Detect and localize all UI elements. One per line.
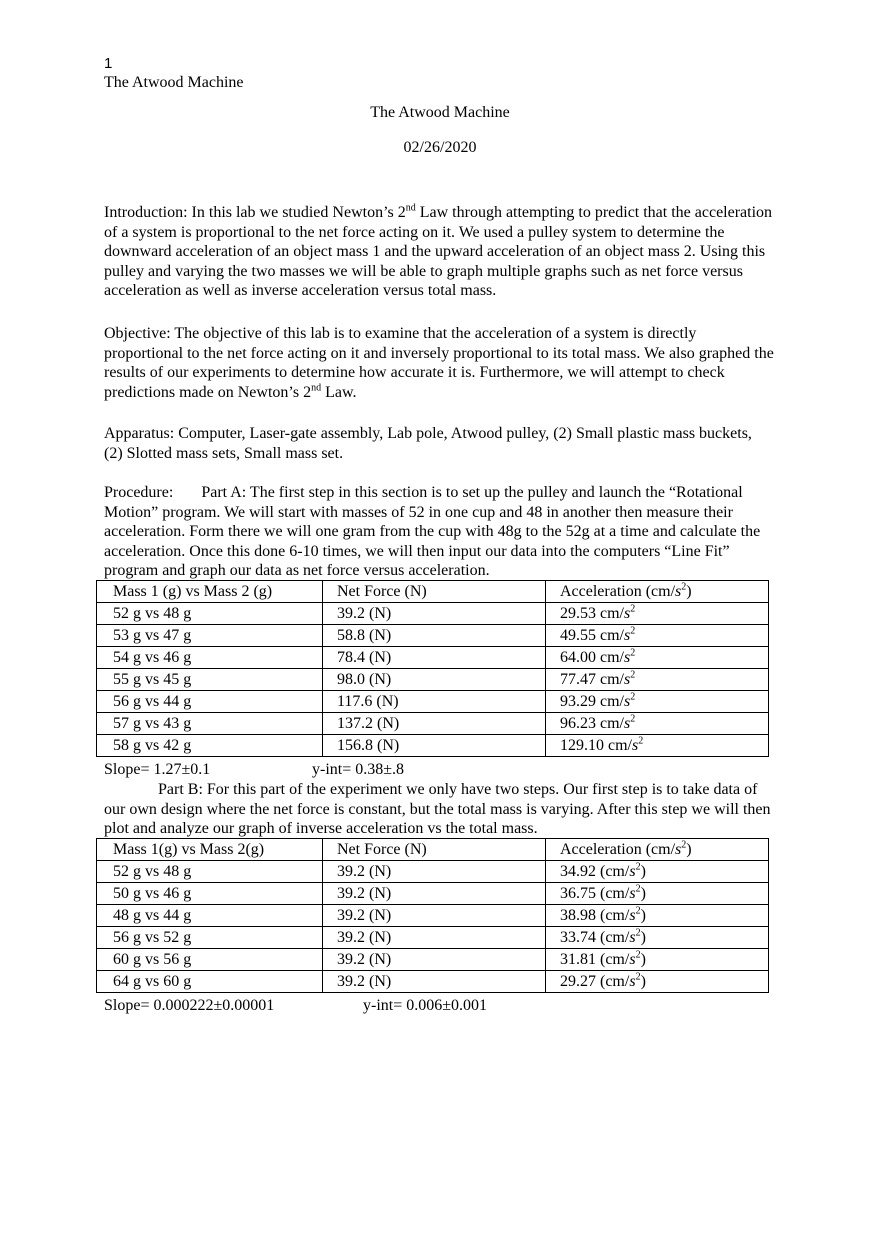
part-b-text: Part B: For this part of the experiment we only have two steps. Our first step is to take data of our own design where the net force is constant, but the total mass is varying. After this step we will then plot and analyze our graph of inverse acceleration vs the total mass. bbox=[104, 781, 771, 838]
procedure-part-b bbox=[104, 780, 774, 839]
ordinal-suffix: nd bbox=[405, 202, 416, 214]
table-row: 60 g vs 56 g 39.2 (N) 31.81 $(cm/s^2)$ bbox=[97, 949, 769, 971]
introduction-text: Introduction: In this lab we studied Newton’s 2 bbox=[104, 204, 406, 221]
header-mass: Mass 1(g) vs Mass 2(g) bbox=[97, 839, 323, 861]
header-net-force: Net Force (N) bbox=[323, 581, 546, 603]
yint-part-b: y-int= 0.006±0.001 bbox=[363, 997, 488, 1014]
header-net-force: Net Force (N) bbox=[323, 839, 546, 861]
running-title: The Atwood Machine bbox=[104, 74, 244, 91]
header-acceleration: Acceleration $(cm/s^2)$ bbox=[546, 839, 769, 861]
apparatus-paragraph: Apparatus: Computer, Laser-gate assembly, Lab pole, Atwood pulley, (2) Small plastic mass buckets, (2) Slotted mass sets, Small mass set. bbox=[104, 425, 752, 462]
yint-part-a: y-int= 0.38±.8 bbox=[312, 761, 405, 778]
header-acceleration: Acceleration $(cm/s^2)$ bbox=[546, 581, 769, 603]
document-title: The Atwood Machine bbox=[370, 104, 510, 121]
page-number: 1 bbox=[104, 55, 113, 72]
objective-paragraph bbox=[104, 324, 774, 402]
table-row: 53 g vs 47 g 58.8 (N) 49.55 $cm/s^2$ bbox=[97, 625, 769, 647]
slope-part-b: Slope= 0.000222±0.00001 bbox=[104, 997, 275, 1014]
ordinal-suffix: nd bbox=[311, 382, 322, 394]
document-date: 02/26/2020 bbox=[403, 139, 477, 156]
table-row: 52 g vs 48 g 39.2 (N) 34.92 $(cm/s^2)$ bbox=[97, 861, 769, 883]
table-header-row bbox=[97, 581, 769, 603]
objective-text-cont: Law. bbox=[321, 383, 357, 401]
objective-text: Objective: The objective of this lab is to examine that the acceleration of a system is directly proportional to the net force acting on it and inversely proportional to its total mass. We also graphed the results of our experiments to determine how accurate it is. Furthermore, we will attempt to check predictions made on Newton’s 2 bbox=[104, 325, 774, 401]
table-row: 56 g vs 52 g 39.2 (N) 33.74 $(cm/s^2)$ bbox=[97, 927, 769, 949]
procedure-label: Procedure: bbox=[104, 484, 174, 501]
table-row: 58 g vs 42 g 156.8 (N) 129.10 $cm/s^2$ bbox=[97, 735, 769, 757]
table-part-b bbox=[96, 838, 769, 993]
table-row: 64 g vs 60 g 39.2 (N) 29.27 $(cm/s^2)$ bbox=[97, 971, 769, 993]
table-part-a bbox=[96, 580, 769, 757]
table-row: 56 g vs 44 g 117.6 (N) 93.29 $cm/s^2$ bbox=[97, 691, 769, 713]
table-row: 50 g vs 46 g 39.2 (N) 36.75 $(cm/s^2)$ bbox=[97, 883, 769, 905]
slope-part-a: Slope= 1.27±0.1 bbox=[104, 761, 211, 778]
table-row: 57 g vs 43 g 137.2 (N) 96.23 $cm/s^2$ bbox=[97, 713, 769, 735]
table-header-row bbox=[97, 839, 769, 861]
table-row: 48 g vs 44 g 39.2 (N) 38.98 $(cm/s^2)$ bbox=[97, 905, 769, 927]
header-mass: Mass 1 (g) vs Mass 2 (g) bbox=[97, 581, 323, 603]
table-row: 54 g vs 46 g 78.4 (N) 64.00 $cm/s^2$ bbox=[97, 647, 769, 669]
table-row: 52 g vs 48 g 39.2 (N) 29.53 $cm/s^2$ bbox=[97, 603, 769, 625]
part-a-text: Part A: The first step in this section is to set up the pulley and launch the “Rotational Motion” program. We will start with masses of 52 in one cup and 48 in another then measure their acceleration. Form there we will one gram from the cup with 48g to the 52g at a time and calculate the acceleration. Once this done 6-10 times, we will then input our data into the computers “Line Fit” program and graph our data as net force versus acceleration. bbox=[104, 484, 761, 580]
table-row: 55 g vs 45 g 98.0 (N) 77.47 $cm/s^2$ bbox=[97, 669, 769, 691]
procedure-part-a bbox=[104, 483, 774, 581]
introduction-paragraph bbox=[104, 203, 774, 301]
introduction-text-cont: Law through attempting to predict that the acceleration of a system is proportional to the net force acting on it. We used a pulley system to determine the downward acceleration of an object mass 1 and the upward acceleration of an object mass 2. Using this pulley and varying the two masses we will be able to graph multiple graphs such as net force versus acceleration as well as inverse acceleration versus total mass. bbox=[104, 204, 773, 300]
